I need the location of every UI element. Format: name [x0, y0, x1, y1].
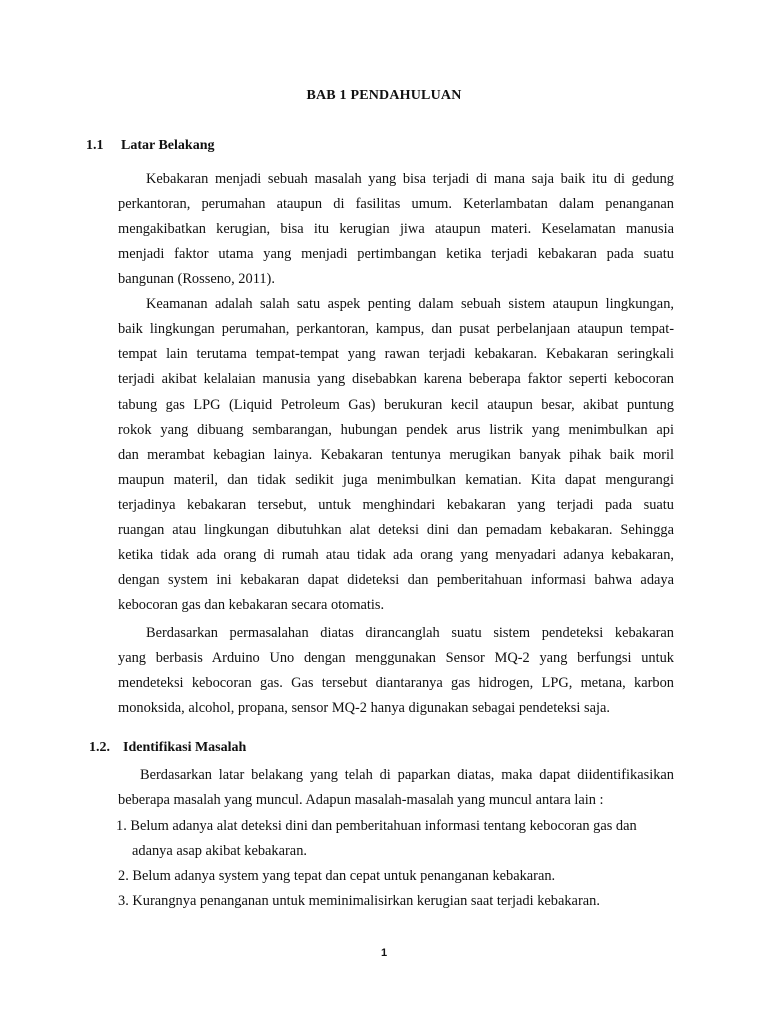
paragraph-line: Berdasarkan permasalahan diatas dirancanglah suatu sistem pendeteksi kebakaran: [146, 625, 674, 641]
paragraph-line: dan merambat kebagian lainya. Kebakaran tentunya merugikan banyak pihak baik moril: [118, 447, 674, 463]
paragraph-line: ketika tidak ada orang di rumah atau tidak ada orang yang menyadari adanya kebakaran,: [118, 547, 674, 563]
paragraph-line: tabung gas LPG (Liquid Petroleum Gas) berukuran kecil ataupun besar, akibat puntung: [118, 397, 674, 413]
paragraph-line: perkantoran, perumahan ataupun di fasilitas umum. Keterlambatan dalam penanganan: [118, 196, 674, 212]
list-item: 3. Kurangnya penanganan untuk meminimalisirkan kerugian saat terjadi kebakaran.: [118, 893, 600, 909]
paragraph-line: Keamanan adalah salah satu aspek penting dalam sebuah sistem ataupun lingkungan,: [146, 296, 674, 312]
section-heading-1-1: [86, 138, 214, 154]
section-title: Latar Belakang: [121, 138, 215, 153]
paragraph-line: mendeteksi kebocoran gas. Gas tersebut diantaranya gas hidrogen, LPG, metana, karbon: [118, 675, 674, 691]
paragraph-line: Berdasarkan latar belakang yang telah di paparkan diatas, maka dapat diidentifikasikan: [140, 767, 674, 783]
list-item-continuation: adanya asap akibat kebakaran.: [132, 843, 307, 859]
paragraph-line: beberapa masalah yang muncul. Adapun masalah-masalah yang muncul antara lain :: [118, 792, 604, 808]
paragraph-line: mengakibatkan kerugian, bisa itu kerugian jiwa ataupun materi. Keselamatan manusia: [118, 221, 674, 237]
paragraph-line: rokok yang dibuang sembarangan, hubungan pendek arus listrik yang menimbulkan api: [118, 422, 674, 438]
paragraph-line: yang berbasis Arduino Uno dengan menggunakan Sensor MQ-2 yang berfungsi untuk: [118, 650, 674, 666]
paragraph-line: maupun materil, dan tidak sedikit juga menimbulkan kematian. Kita dapat mengurangi: [118, 472, 674, 488]
paragraph-line: baik lingkungan perumahan, perkantoran, kampus, dan pusat perbelanjaan ataupun tempat-: [118, 321, 674, 337]
section-number: 1.2.: [89, 740, 110, 755]
paragraph-line: terjadi akibat kelalaian manusia yang disebabkan karena beberapa faktor seperti kebocoran: [118, 371, 674, 387]
paragraph-line: ruangan atau lingkungan dibutuhkan alat deteksi dini dan pemadam kebakaran. Sehingga: [118, 522, 674, 538]
chapter-title: BAB 1 PENDAHULUAN: [306, 88, 462, 103]
section-heading-1-2: [89, 740, 246, 756]
paragraph-line: dengan system ini kebakaran dapat dideteksi dan pemberitahuan informasi bahwa adaya: [118, 572, 674, 588]
paragraph-line: tempat lain terutama tempat-tempat yang rawan terjadi kebakaran. Kebakaran seringkali: [118, 346, 674, 362]
list-item: 1. Belum adanya alat deteksi dini dan pemberitahuan informasi tentang kebocoran gas dan: [116, 818, 637, 834]
paragraph-line: monoksida, alcohol, propana, sensor MQ-2 hanya digunakan sebagai pendeteksi saja.: [118, 700, 610, 716]
section-title: Identifikasi Masalah: [123, 740, 247, 755]
paragraph-line: menjadi faktor utama yang menjadi pertimbangan ketika terjadi kebakaran pada suatu: [118, 246, 674, 262]
list-item: 2. Belum adanya system yang tepat dan cepat untuk penanganan kebakaran.: [118, 868, 556, 884]
section-number: 1.1: [86, 138, 104, 153]
paragraph-line: kebocoran gas dan kebakaran secara otomatis.: [118, 597, 385, 613]
paragraph-line: terjadinya kebakaran tersebut, untuk menghindari kebakaran yang terjadi pada suatu: [118, 497, 674, 513]
paragraph-line: Kebakaran menjadi sebuah masalah yang bisa terjadi di mana saja baik itu di gedung: [146, 171, 674, 187]
page-number: 1: [380, 947, 388, 959]
paragraph-line: bangunan (Rosseno, 2011).: [118, 271, 275, 287]
